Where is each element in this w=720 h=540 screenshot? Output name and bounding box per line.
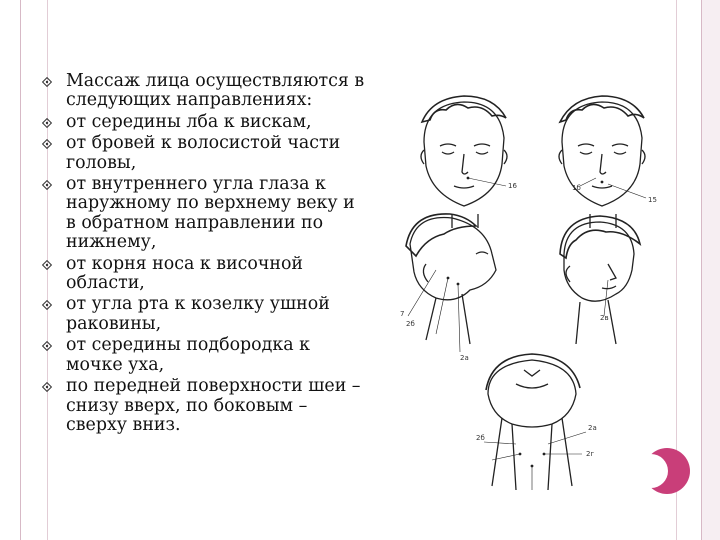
- bullet-list: [40, 72, 370, 435]
- diamond-bullet-icon: [42, 382, 52, 392]
- diamond-bullet-icon: [42, 260, 52, 270]
- figure-label: 7: [400, 310, 405, 318]
- list-item-text: Массаж лица осуществляются в следующих направлениях:: [66, 71, 365, 111]
- list-item: [40, 295, 370, 334]
- slide-text: [40, 72, 370, 437]
- list-item: [40, 336, 370, 375]
- face-profile-left: [406, 214, 496, 352]
- list-item: [40, 377, 370, 435]
- face-front-right: [559, 96, 646, 228]
- figure-label: 2г: [586, 450, 595, 458]
- massage-lines-illustration: [396, 94, 668, 514]
- diamond-bullet-icon: [42, 77, 52, 87]
- figure-label: 16: [508, 182, 517, 190]
- face-profile-right: [560, 216, 640, 344]
- right-decor-strip: [702, 0, 720, 540]
- diamond-bullet-icon: [42, 139, 52, 149]
- diamond-bullet-icon: [42, 341, 52, 351]
- list-item: [40, 175, 370, 253]
- figure-label: 2а: [588, 424, 597, 432]
- list-item-text: от середины лба к вискам,: [66, 111, 312, 132]
- figure-label: 2б: [406, 320, 415, 328]
- list-item: [40, 113, 370, 132]
- figure-label: 1б: [572, 184, 581, 192]
- list-item-text: от внутреннего угла глаза к наружному по верхнему веку и в обратном направлении по нижнему,: [66, 174, 355, 253]
- list-item-text: от угла рта к козелку ушной раковины,: [66, 294, 330, 334]
- diamond-bullet-icon: [42, 180, 52, 190]
- list-item-text: от бровей к волосистой части головы,: [66, 133, 341, 173]
- diamond-bullet-icon: [42, 300, 52, 310]
- list-item-text: по передней поверхности шеи – снизу вверх, по боковым – сверху вниз.: [66, 376, 361, 435]
- list-item: [40, 72, 370, 111]
- figure-label: 2а: [460, 354, 469, 362]
- figure-label: 2в: [600, 314, 609, 322]
- figure-label: 15: [648, 196, 657, 204]
- list-item: [40, 255, 370, 294]
- figure-label: 2б: [476, 434, 485, 442]
- diamond-bullet-icon: [42, 118, 52, 128]
- list-item-text: от корня носа к височной области,: [66, 253, 304, 294]
- massage-diagram: [396, 94, 668, 514]
- list-item: [40, 134, 370, 173]
- face-front-left: [421, 96, 507, 228]
- face-neck-view: [484, 354, 586, 490]
- list-item-text: от середины подбородка к мочке уха,: [66, 335, 310, 375]
